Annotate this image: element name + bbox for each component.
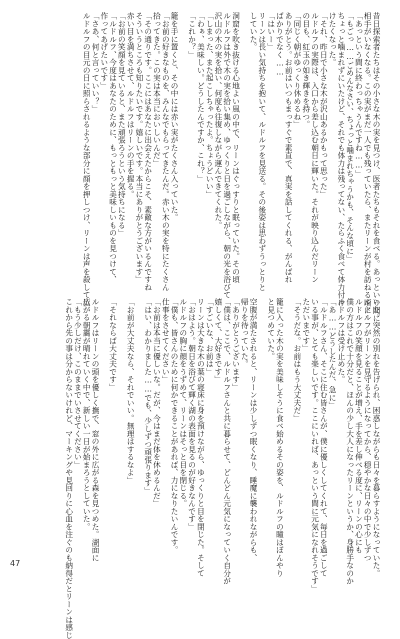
bottom-text-line: 「僕は、ここで、ルドルフさんと共に暮らせて、どんどん元気になっていく自分が: [222, 298, 232, 585]
top-text-line: 「それ、昨日で小さな木が沢山あるかもって思った」: [319, 12, 329, 198]
top-text-line: 「あっという間に終わっちゃうんですね……」: [354, 12, 364, 178]
top-text-line: 「その通りです。ここにはあなたに出会えたからこそ、素敵な方がいるんですね: [143, 12, 153, 291]
bottom-text-line: リーンは大きな木の葉の寝床に身を預けながら、ゆっくりと目を閉じた。そして: [196, 298, 206, 577]
bottom-text-line: 「僕も、皆さんのために何かできることがあれば、力になりたいんです。: [170, 298, 180, 554]
top-text-line: 「お前の笑顔を見ていると、また頑張ろうという気持ちになる」: [117, 12, 127, 237]
top-text-line: 拾ってきた。この実は本当においしいんだ」: [152, 12, 162, 167]
bottom-text-line: 「すごいな、お前は」: [205, 298, 215, 376]
top-text-line: 「お前の好きなものを、みんなでもらってきたんだ。赤い木の実を特にたくさん: [161, 12, 171, 291]
top-text-block: [20, 12, 381, 322]
bottom-text-line: 空腹が満たされると、リーンは少しずつ眠くなり、睡魔に襲われながらも、: [249, 298, 259, 562]
bottom-text-line: ただいまです」: [301, 298, 311, 353]
bottom-text-line: 「ルドルフさん、そこに住む皆さんが、僕に優しくしてくれて、毎日を過ごして: [319, 298, 329, 577]
bottom-text-line: 僕の方はこれで十分だと、ほんの少し大人になったリーンというか、身勝手なのか: [345, 298, 355, 585]
top-text-line: 沢山の木の実を拾い、何度も往復しながら運んできてくれた。: [213, 12, 223, 229]
top-text-line: 相手がいなくなる。この実がまだ一人でも残っていたら、またリーンが村を訪ねる頃に: [363, 12, 373, 315]
bottom-text-line: 「もう少しだけ、このままでいさせてください」: [73, 298, 83, 469]
bottom-text-line: いる事が、とても楽しいです。ここにいれば、あっという間に元気になれそうです」: [310, 298, 320, 593]
top-text-line: ばかりでなく……: [275, 12, 285, 77]
top-text-line: けたくなった。: [328, 12, 338, 67]
top-text-line: 洞窟を吹き抜ける心地よい風の中で、リーンはぐっすりと眠っていた。その頃: [231, 12, 241, 284]
bottom-text-line: 「そうだな。お前はもう大丈夫だ」: [292, 298, 302, 422]
bottom-text-line: いた。突然の別れを告げられ、困惑しながらも日々を暮らすようになっていた。: [372, 298, 381, 577]
top-text-line: 「はいー」: [266, 12, 276, 51]
top-text-line: リーンは長い気持ちを抱いて、ルドルフを見送る。その後姿は思わずうっとりと: [257, 12, 267, 291]
bottom-text-line: 「それならば大丈夫です」: [108, 298, 118, 391]
top-text-line: ちょっと噛まれずにいたけど、それでも体力は残ってない、たらふく食べて体力付け: [336, 12, 346, 307]
bottom-text-line: ルドルフは受け止めた。: [336, 298, 346, 384]
bottom-text-line: 「お前が大丈夫なら、それでいい。無理はするなよ」: [126, 298, 136, 484]
bottom-text-line: 広がる朝靄が晴れていく中で、新しい一日が始まろうとしていた。: [82, 298, 92, 531]
top-text-line: 「もごっ……ごめんなさい、ちょっと噛まれちゃうかも、そんな頃に」: [345, 12, 355, 263]
page-number: 47: [10, 559, 21, 568]
top-text-line: していた。: [249, 12, 259, 51]
top-text-line: 「さあ、何と言っていい？」: [91, 12, 100, 113]
bottom-text-line: と見つめていた。: [266, 298, 276, 360]
bottom-text-line: 「ありがとうございます」: [231, 298, 241, 391]
top-text-line: 「これか？」: [187, 12, 197, 59]
top-text-line: 「わぁ、美味しい。どうしたんですか、これ？」: [196, 12, 206, 183]
bottom-text-line: 「あ……どうしたんだ、急に」: [328, 298, 338, 410]
bottom-text-line: ルドルフはリーンの頭を優しく撫で、窓の外に広がる森を見つめた。湖面に: [91, 298, 100, 562]
bottom-text-line: 「お前は本当に優しいな。だが、今はまだ体を休めるんだ」: [152, 298, 162, 508]
top-text-line: 「しまった、また起こしちゃったよ。ちょうどいい」: [205, 12, 215, 198]
top-text-line: 赤い目を満ちさせて、ルドルフはリーンの手を握る。: [126, 12, 136, 198]
bottom-text-line: これから先の事は分からないけれど、マーキングや見回りに心血を注ぐのも納得だとリーンは感じ: [64, 298, 74, 639]
bottom-text-line: ルドルフの胸に顔をうずめて、リーンはそっと目を閉じる。: [178, 298, 188, 508]
bottom-text-block: [20, 298, 381, 639]
top-text-line: ルドルフの目元の日に照らされるような部分に顔を押しつけ、リーンは声を殺して泣: [82, 12, 92, 307]
top-text-line: の目も、紅玉の如き輝きを持つ。: [301, 12, 311, 129]
bottom-text-line: 帰りを待っていた。: [240, 298, 250, 368]
bottom-text-line: ルドルフがリーンを見守るようになってから、穏やかな日々の中で少しずつ: [363, 298, 373, 562]
bottom-text-line: ルドルフの笑顔を見ることが増え、手を差し伸べる度に、リーンの心にも: [354, 298, 364, 554]
top-text-line: 作ってあげたいです」: [99, 12, 109, 90]
top-text-line: 「ルドルフ、今度はあなたのために、もっともっと美味しいものを見つけて、: [108, 12, 118, 284]
bottom-text-line: 仕事をさせてください」: [161, 298, 171, 384]
bottom-text-line: 「はい、わかりました……でも、少しずつ頑張ります」: [143, 298, 153, 495]
top-text-line: ルドルフは外で木の実を拾い集め、ゆっくりと日を過ごしながら、朝の光を浴びて: [222, 12, 232, 299]
top-text-line: 「同じく朝がゆっくり休めるね」: [292, 12, 302, 129]
top-text-line: 籠を手に置くと、その中には赤い実がたくさん入っていた。: [170, 12, 180, 222]
bottom-text-line: 嬉しくて、大好きです」: [213, 298, 223, 384]
bottom-text-line: 「おはよう。朝日を浴びて輝く湖の表面を見るのが好きなんです」: [187, 298, 197, 531]
top-text-line: ありがとう。お前はいつもまっすぐで素直で、真実を話してくれる、がんばれ: [284, 12, 294, 284]
top-text-line: 昔日探索者たちはその小さな木の実を見つけ、医者たちもそれを食べる。あっという間に: [372, 12, 381, 322]
top-text-line: そういうところも知りたいです。嬉しいです。本当にありがとうございます」: [134, 12, 144, 284]
top-text-line: ルドルフの実際は、入口から差し込む朝日に輝いた。それが映り込んだリーン: [310, 12, 320, 284]
bottom-text-line: 籠に入った木の実を美味しそうに食べ始めるその姿を、ルドルフの瞳はぼんやり: [275, 298, 285, 577]
